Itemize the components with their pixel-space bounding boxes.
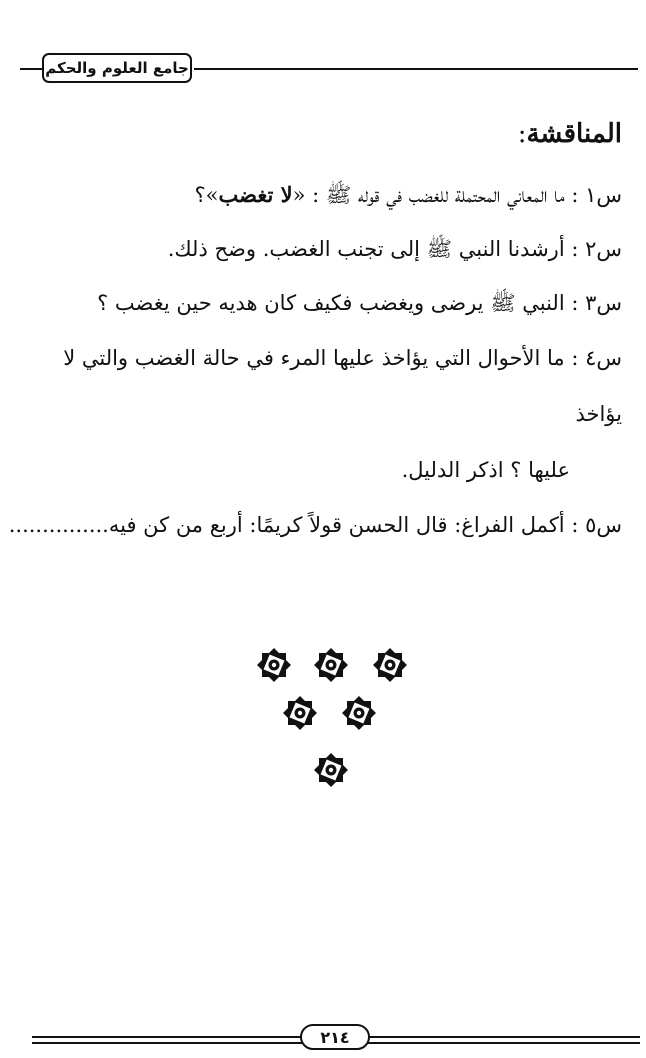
question-4-line-1: س٤ : ما الأحوال التي يؤاخذ عليها المرء في حالة الغضب والتي لا يؤاخذ [63,346,622,426]
footer-rule-left-bottom [32,1042,302,1044]
page-content [8,110,622,552]
star-rosette-icon [314,753,348,787]
question-1-quote: لا تغضب [218,182,293,207]
question-1-tail: »؟ [194,183,219,207]
question-5 [8,498,622,552]
section-title: المناقشة [526,119,622,149]
question-3-text: س٣ : النبي ﷺ يرضى ويغضب فكيف كان هديه حين يغضب ؟ [97,291,622,315]
section-heading [24,110,622,158]
decorative-ornament [0,640,646,790]
section-title-colon: : [517,119,527,149]
question-3 [24,276,622,330]
footer-rule-right-top [368,1036,640,1038]
star-rosette-icon [314,648,348,682]
star-rosette-icon [342,696,376,730]
header-rule-right [194,68,638,70]
question-2 [24,222,622,276]
footer-rule-left-top [32,1036,302,1038]
star-rosette-icon [373,648,407,682]
question-1-text: س١ : ما المعاني المحتملة للغضب في قوله ﷺ : « [292,183,622,207]
star-rosette-icon [257,648,291,682]
page-header [0,0,646,100]
question-1 [24,168,622,222]
question-4-line-2: عليها ؟ اذكر الدليل. [401,458,570,482]
question-2-text: س٢ : أرشدنا النبي ﷺ إلى تجنب الغضب. وضح ذلك. [167,237,622,261]
book-title: جامع العلوم والحكم [42,53,192,83]
header-rule-left [20,68,42,70]
footer-rule-right-bottom [368,1042,640,1044]
question-4 [24,330,622,498]
page-number: ٢١٤ [300,1024,370,1050]
question-5-text: س٥ : أكمل الفراغ: قال الحسن قولاً كريمًا: أربع من كن فيه............... [8,513,622,537]
star-rosette-icon [283,696,317,730]
page-footer [0,1018,646,1058]
